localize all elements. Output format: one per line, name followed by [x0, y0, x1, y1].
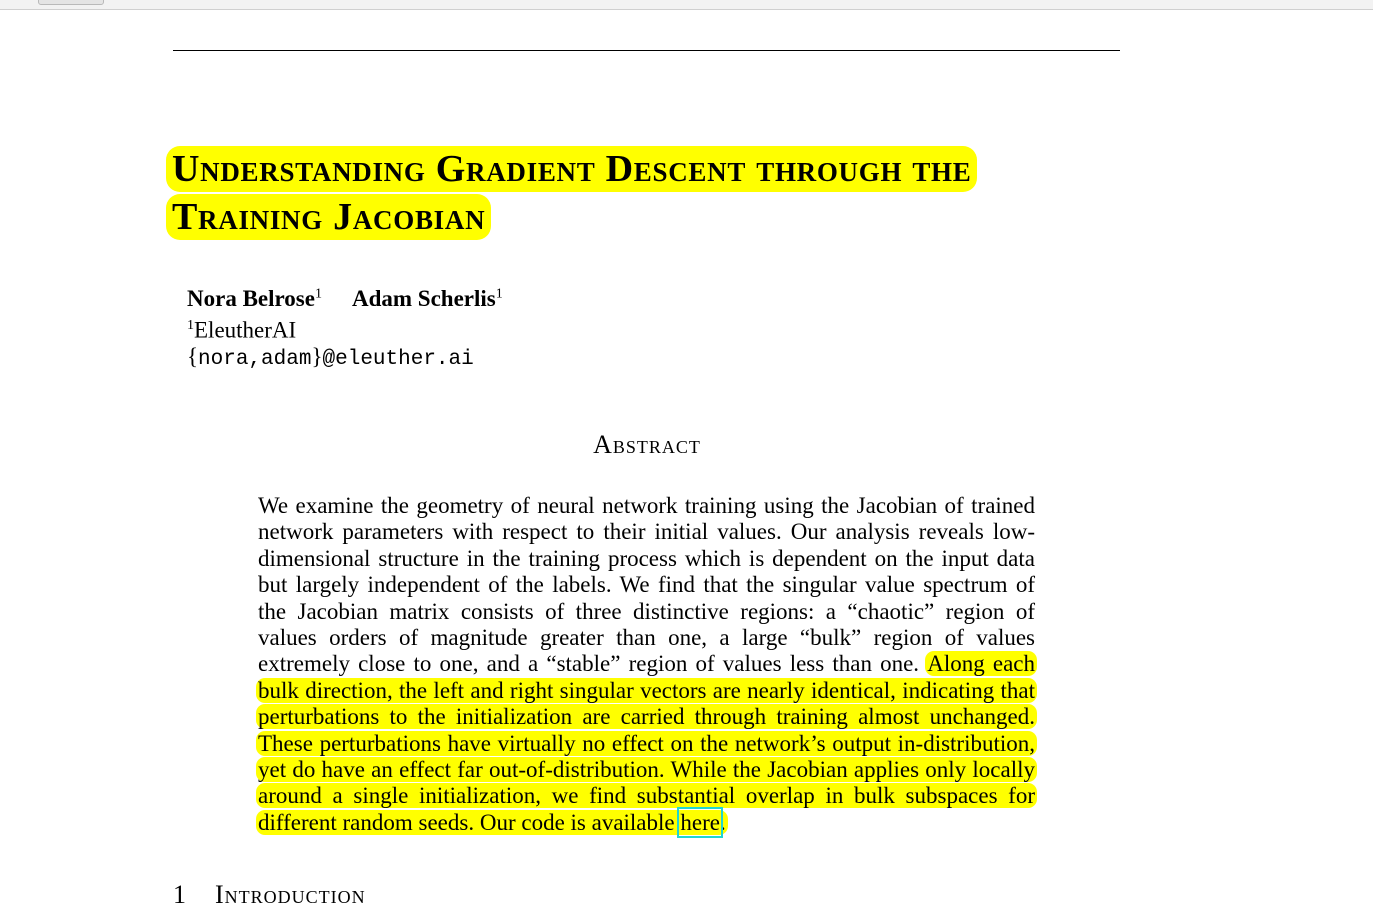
title-line-1: Understanding Gradient Descent through the — [172, 148, 972, 190]
author-1-mark: 1 — [314, 286, 322, 301]
author-names — [187, 280, 503, 312]
author-block — [187, 280, 503, 373]
title-highlight-2 — [166, 194, 491, 240]
abstract-body — [258, 493, 1035, 836]
author-1 — [187, 286, 322, 311]
email-domain: @eleuther.ai — [322, 348, 474, 372]
title-line-2: Training Jacobian — [172, 196, 486, 238]
affiliation-mark: 1 — [187, 317, 194, 333]
section-number: 1 — [173, 880, 187, 909]
email-users: nora,adam — [198, 348, 312, 372]
viewer-top-bar — [0, 0, 1373, 10]
abstract-highlighted-text: Along each bulk direction, the left and right singular vectors are nearly identical, indicating that perturbations to the initialization are carried through training almost unchanged. These perturbations have virtually no effect on the network’s output in-distribution, yet do have an effect far out-of-distribution. While the Jacobian applies only locally around a single initialization, we find substantial overlap in bulk subspaces for different random seeds. Our code is available — [258, 651, 1035, 835]
title-highlight — [166, 146, 977, 192]
abstract-end: . — [719, 809, 726, 835]
author-2 — [352, 286, 503, 311]
section-title: Introduction — [215, 880, 366, 909]
header-rule — [173, 50, 1120, 51]
abstract-heading-text: Abstract — [593, 430, 701, 459]
code-link[interactable]: here — [680, 809, 720, 835]
abstract-highlight — [256, 651, 1037, 834]
abstract-text: We examine the geometry of neural network training using the Jacobian of trained network parameters with respect to their initial values. Our analysis reveals low-dimensional structure in the training process which is dependent on the input data but largely independent of the labels. We find that the singular value spectrum of the Jacobian matrix consists of three distinctive regions: a “chaotic” region of values orders of magnitude greater than one, a large “bulk” region of values extremely close to one, and a “stable” region of values less than one. — [258, 493, 1035, 677]
author-1-name: Nora Belrose — [187, 285, 315, 311]
section-heading — [173, 880, 366, 910]
toolbar-tab[interactable] — [38, 0, 104, 5]
paper-title — [172, 145, 1132, 241]
author-2-name: Adam Scherlis — [351, 285, 496, 311]
email-line — [187, 343, 503, 373]
email-brace-close: } — [311, 344, 323, 370]
author-2-mark: 1 — [495, 286, 503, 301]
abstract-heading — [0, 430, 1294, 460]
affiliation-name: EleutherAI — [194, 317, 297, 343]
affiliation — [187, 312, 503, 344]
email-brace-open: { — [187, 344, 199, 370]
